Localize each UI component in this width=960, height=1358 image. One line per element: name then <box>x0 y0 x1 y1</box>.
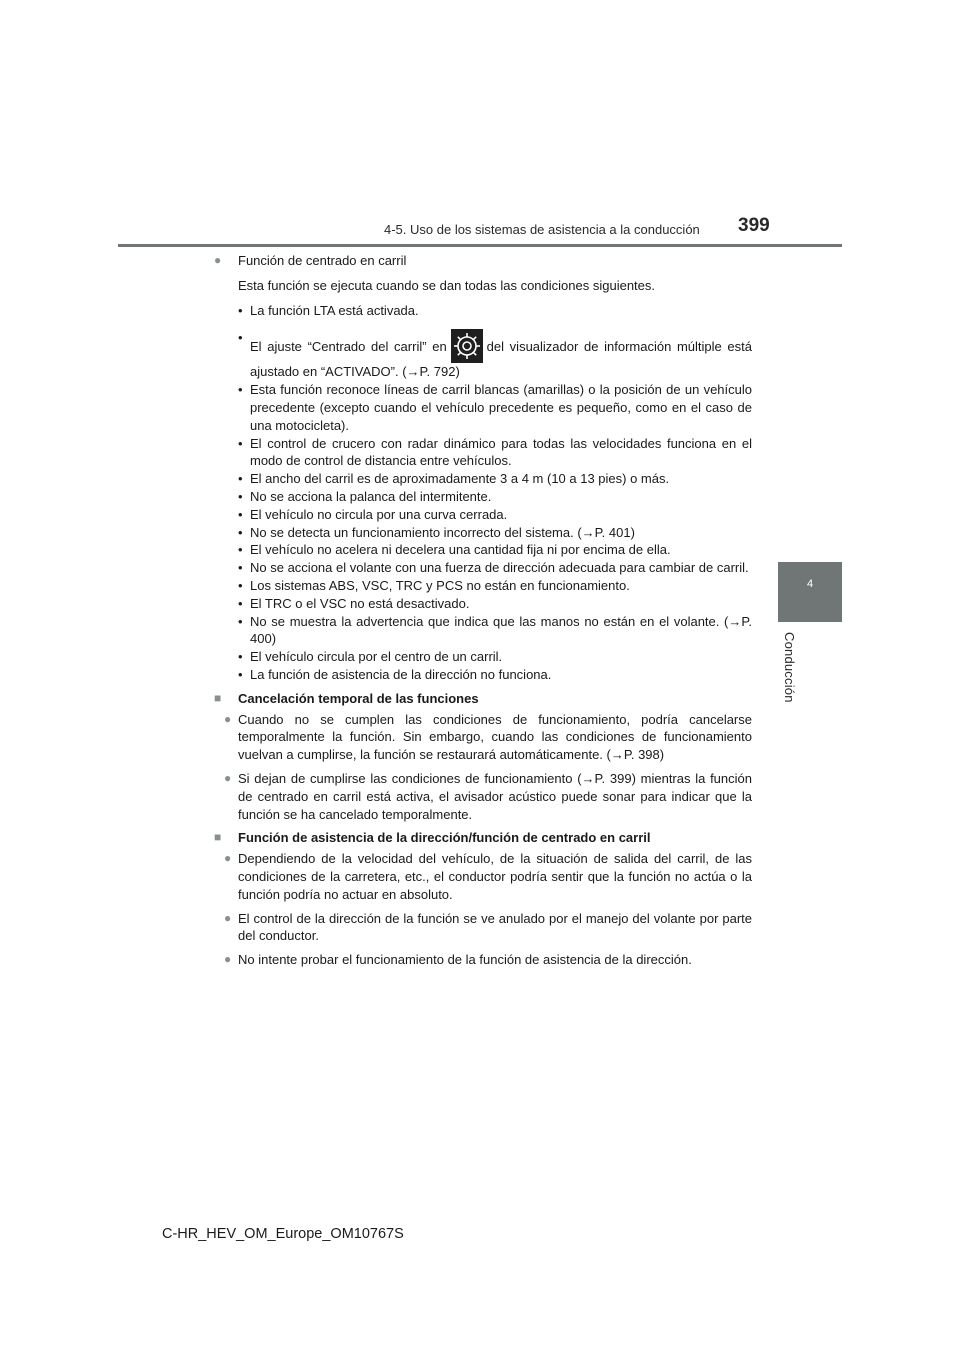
condition-item: • El TRC o el VSC no está desactivado. <box>238 595 470 611</box>
condition-item: • No se acciona el volante con una fuerza de dirección adecuada para cambiar de carril. <box>238 560 749 576</box>
lane-centering-title: Función de centrado en carril <box>238 253 407 268</box>
square-bullet: ■ <box>214 690 222 705</box>
gear-icon <box>451 329 483 363</box>
condition-item: • El vehículo circula por el centro de un carril. <box>238 649 503 665</box>
steering-assist-item: ● Dependiendo de la velocidad del vehículo, de la situación de salida del carril, de las condiciones de la carretera, etc., el conductor podría sentir que la función no actúa o la función podría no actuar en absoluto. <box>224 851 752 902</box>
content <box>210 252 752 969</box>
condition-item: • Los sistemas ABS, VSC, TRC y PCS no están en funcionamiento. <box>238 577 630 593</box>
temp-cancel-title: Cancelación temporal de las funciones <box>238 690 479 706</box>
header-section-title: 4-5. Uso de los sistemas de asistencia a la conducción <box>384 222 700 237</box>
chapter-title: Conducción <box>782 632 797 703</box>
condition-item: • El vehículo no circula por una curva cerrada. <box>238 506 508 522</box>
condition-item: • El control de crucero con radar dinámico para todas las velocidades funciona en el modo de control de distancia entre vehículos. <box>238 435 752 469</box>
condition-item: • No se acciona la palanca del intermitente. <box>238 488 492 504</box>
steering-assist-item: ● No intente probar el funcionamiento de la función de asistencia de la dirección. <box>224 952 692 968</box>
lane-centering-heading <box>210 252 752 270</box>
page-number: 399 <box>738 215 770 236</box>
steering-assist-title: Función de asistencia de la dirección/función de centrado en carril <box>238 830 651 846</box>
steering-assist-heading <box>210 829 752 847</box>
footer-document-code: C-HR_HEV_OM_Europe_OM10767S <box>162 1226 404 1242</box>
condition-item: • No se muestra la advertencia que indica que las manos no están en el volante. (→P. 400) <box>238 613 752 647</box>
condition-item: • El vehículo no acelera ni decelera una cantidad fija ni por encima de ella. <box>238 542 671 558</box>
condition-item: • El ancho del carril es de aproximadamente 3 a 4 m (10 a 13 pies) o más. <box>238 471 670 487</box>
condition-item: • Esta función reconoce líneas de carril blancas (amarillas) o la posición de un vehículo precedente (excepto cuando el vehículo precedente es pequeño, como en el caso de una motocicleta). <box>238 382 752 433</box>
lane-centering-intro: Esta función se ejecuta cuando se dan todas las condiciones siguientes. <box>238 277 655 293</box>
condition-item: • No se detecta un funcionamiento incorrecto del sistema. (→P. 401) <box>238 524 635 540</box>
temp-cancel-item: ● Si dejan de cumplirse las condiciones de funcionamiento (→P. 399) mientras la función de centrado en carril está activa, el avisador acústico puede sonar para indicar que la función se ha cancelado temporalmente. <box>224 770 752 822</box>
temp-cancel-item: ● Cuando no se cumplen las condiciones de funcionamiento, podría cancelarse temporalmente la función. Sin embargo, cuando las condiciones de funcionamiento vuelvan a cumplirse, la función se restaurará automáticamente. (→P. 398) <box>224 711 752 763</box>
condition-item: • El ajuste “Centrado del carril” en del visualizador de información múltiple está ajustado en “ACTIVADO”. (→P. 792) <box>238 330 752 380</box>
header-rule <box>118 244 842 247</box>
square-bullet: ■ <box>214 830 222 845</box>
temp-cancel-heading <box>210 690 752 708</box>
circle-bullet: ● <box>214 253 222 267</box>
condition-item: • La función de asistencia de la dirección no funciona. <box>238 666 552 682</box>
chapter-tab <box>778 562 842 622</box>
steering-assist-item: ● El control de la dirección de la función se ve anulado por el manejo del volante por parte del conductor. <box>224 910 752 944</box>
chapter-number: 4 <box>806 578 814 590</box>
condition-item: • La función LTA está activada. <box>238 302 419 318</box>
